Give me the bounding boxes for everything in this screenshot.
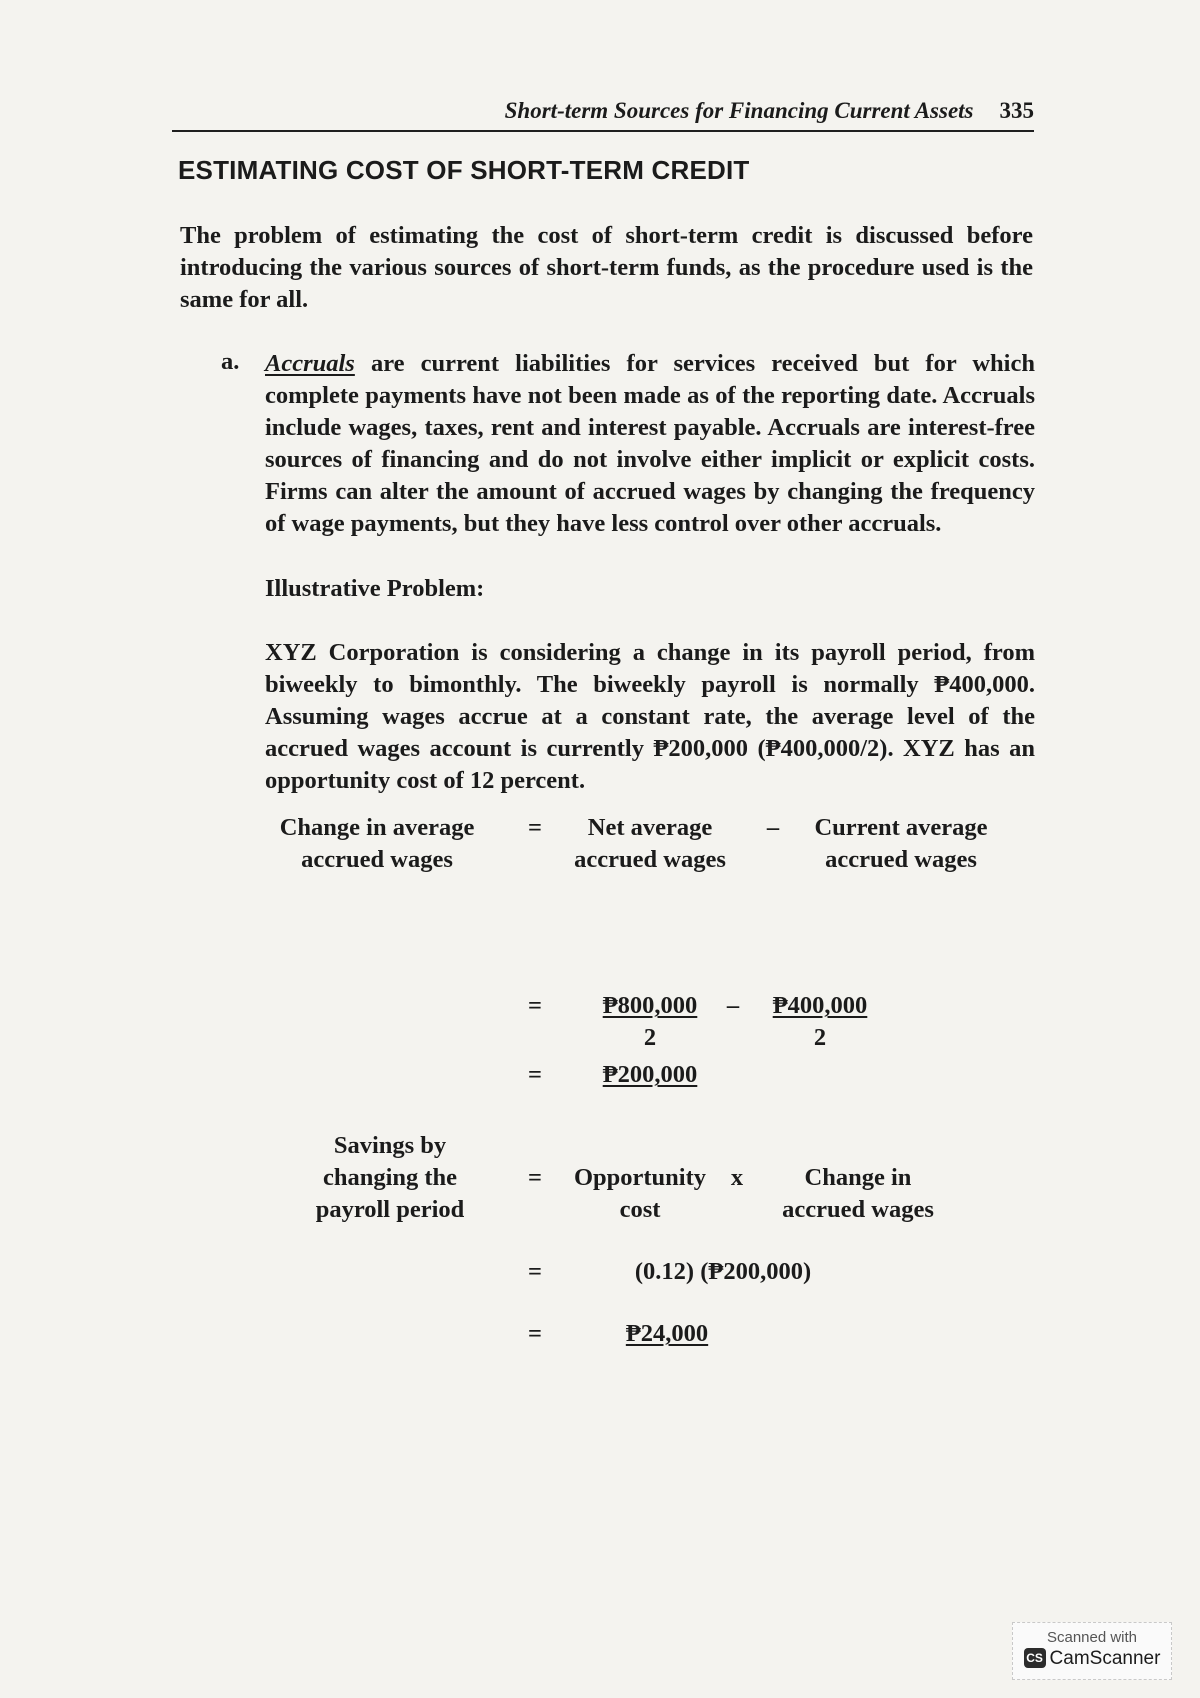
formula2-step-equals: = bbox=[528, 1258, 542, 1285]
problem-paragraph: XYZ Corporation is considering a change in its payroll period, from biweekly to bimonthly. The biweekly payroll is normally ₱400,000. Assuming wages accrue at a constant rate, the average level of the accrued wages account is currently ₱200,000 (₱400,000/2). XYZ has an opportunity cost of 12 percent. bbox=[265, 639, 1035, 794]
formula1-denominator2: 2 bbox=[813, 1024, 827, 1051]
formula2-times: x bbox=[730, 1164, 744, 1191]
camscanner-badge bbox=[1012, 1622, 1172, 1680]
header-rule bbox=[172, 130, 1034, 132]
formula2-equals: = bbox=[528, 1164, 542, 1191]
formula2-term2-line2: accrued wages bbox=[782, 1196, 934, 1223]
formula1-equals: = bbox=[528, 814, 542, 841]
accruals-paragraph bbox=[265, 348, 1035, 540]
formula1-term1 bbox=[555, 812, 745, 876]
formula1-lhs-line1: Change in average bbox=[279, 814, 475, 841]
formula2-lhs-line1: Savings by bbox=[333, 1132, 447, 1159]
watermark-caption: Scanned with bbox=[1046, 1629, 1138, 1646]
formula1-result: ₱200,000 bbox=[602, 1061, 698, 1088]
formula1-term2-line2: accrued wages bbox=[825, 846, 977, 873]
formula2-lhs bbox=[290, 1130, 490, 1226]
formula2-lhs-line3: payroll period bbox=[315, 1196, 465, 1223]
illustrative-title: Illustrative Problem: bbox=[265, 575, 485, 602]
formula1-step-minus: – bbox=[726, 992, 740, 1019]
formula1-numerator2: ₱400,000 bbox=[772, 992, 868, 1019]
running-head bbox=[172, 98, 1034, 124]
section-title: ESTIMATING COST OF SHORT-TERM CREDIT bbox=[178, 155, 750, 185]
formula1-numerator1: ₱800,000 bbox=[602, 992, 698, 1019]
formula1-denominator1: 2 bbox=[643, 1024, 657, 1051]
formula2-term1-line2: cost bbox=[619, 1196, 661, 1223]
formula1-fraction2 bbox=[760, 990, 880, 1054]
camscanner-logo-icon: CS bbox=[1024, 1648, 1046, 1668]
formula2-term1-line1: Opportunity bbox=[573, 1164, 707, 1191]
running-title: Short-term Sources for Financing Current Assets bbox=[504, 98, 974, 123]
formula1-term1-line2: accrued wages bbox=[574, 846, 726, 873]
accruals-text: are current liabilities for services received but for which complete payments have not been made as of the reporting date. Accruals include wages, taxes, rent and interest payable. Accruals are interest-free sources of financing and do not involve either implicit or explicit costs. Firms can alter the amount of accrued wages by changing the frequency of wage payments, but they have less control over other accruals. bbox=[265, 350, 1035, 537]
formula2-lhs-line2: changing the bbox=[322, 1164, 458, 1191]
accruals-term: Accruals bbox=[265, 350, 355, 377]
formula1-term2-line1: Current average bbox=[814, 814, 988, 841]
formula2-result-equals: = bbox=[528, 1320, 542, 1347]
formula1-lhs bbox=[262, 812, 492, 876]
formula1-term1-line1: Net average bbox=[587, 814, 713, 841]
formula2-step: (0.12) (₱200,000) bbox=[634, 1258, 812, 1285]
formula2-result: ₱24,000 bbox=[625, 1320, 709, 1347]
formula2-term2-line1: Change in bbox=[804, 1164, 912, 1191]
formula1-minus: – bbox=[766, 814, 780, 841]
watermark-brand-name: CamScanner bbox=[1049, 1648, 1161, 1669]
formula2-term2 bbox=[768, 1162, 948, 1226]
intro-paragraph: The problem of estimating the cost of short-term credit is discussed before introducing the various sources of short-term funds, as the procedure used is the same for all. bbox=[180, 222, 1033, 313]
formula1-result-equals: = bbox=[528, 1061, 542, 1088]
formula1-lhs-line2: accrued wages bbox=[301, 846, 453, 873]
formula1-step-equals: = bbox=[528, 992, 542, 1019]
list-marker-a: a. bbox=[221, 348, 240, 375]
watermark-brand bbox=[1013, 1648, 1171, 1670]
page-number: 335 bbox=[999, 98, 1034, 123]
formula1-term2 bbox=[795, 812, 1007, 876]
formula2-term1 bbox=[565, 1162, 715, 1226]
formula1-fraction1 bbox=[590, 990, 710, 1054]
